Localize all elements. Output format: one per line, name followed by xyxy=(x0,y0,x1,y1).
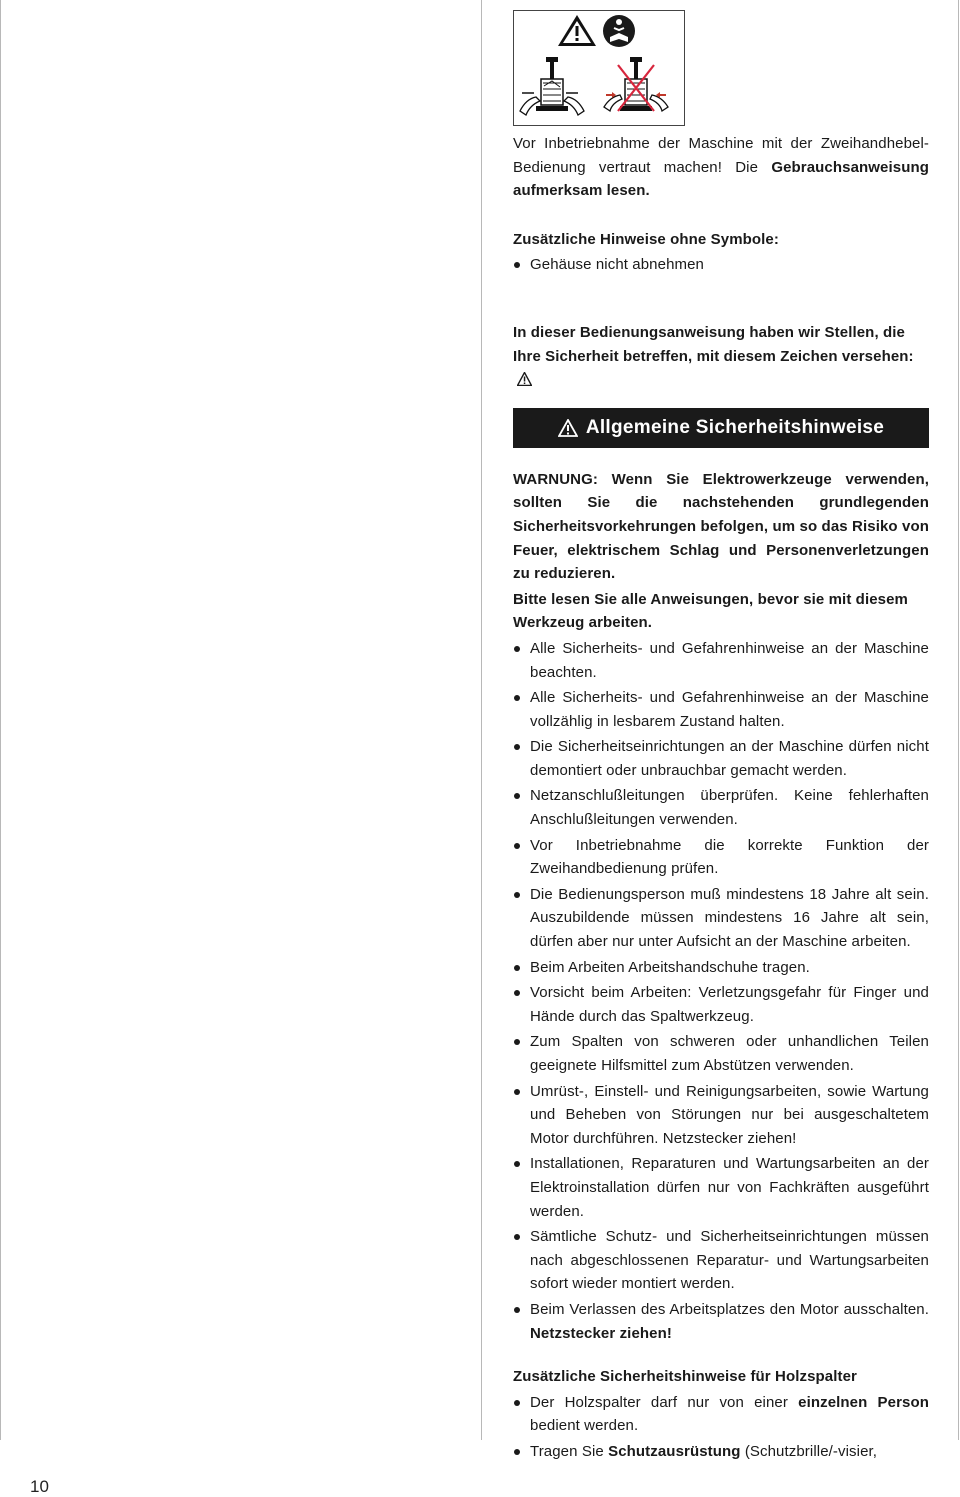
list-item: Alle Sicherheits- und Gefahrenhinweise an der Maschine beachten. xyxy=(513,637,929,684)
safety-symbols-illustration xyxy=(514,11,684,125)
list-item: Beim Arbeiten Arbeitshandschuhe tragen. xyxy=(513,956,929,980)
read-manual-icon xyxy=(603,15,635,47)
list-item-bold-text: Schutzausrüstung xyxy=(608,1442,741,1460)
list-item: Installationen, Reparaturen und Wartungsarbeiten an der Elektroinstallation dürfen nur von Fachkräften ausgeführt werden. xyxy=(513,1152,929,1223)
list-item-bold-text: einzelnen Person xyxy=(798,1393,929,1411)
intro-bold-text: Gebrauchsanweisung aufmerksam lesen. xyxy=(513,158,929,200)
list-item xyxy=(513,1298,929,1345)
holz-list xyxy=(513,1391,929,1464)
intro-text: Vor Inbetriebnahme der Maschine mit der Zweihandhebel-Bedienung vertraut machen! Die xyxy=(513,135,929,176)
list-item-text: Beim Verlassen des Arbeitsplatzes den Motor ausschalten. xyxy=(530,1300,929,1318)
warning-paragraph: WARNUNG: Wenn Sie Elektrowerkzeuge verwenden, sollten Sie die nachstehenden grundlegenden Sicherheitsvorkehrungen befolgen, um so das Risiko von Feuer, elektrischem Schlag und Personenverletzungen zu reduzieren. xyxy=(513,470,929,583)
list-item xyxy=(513,1440,929,1464)
page-right-rule xyxy=(958,0,959,1440)
extra-notes-heading: Zusätzliche Hinweise ohne Symbole: xyxy=(513,230,779,248)
list-item: Gehäuse nicht abnehmen xyxy=(513,253,929,277)
list-item-bold-text: Netzstecker ziehen! xyxy=(530,1324,672,1342)
safety-symbols-panel xyxy=(513,10,685,126)
list-item: Alle Sicherheits- und Gefahrenhinweise an der Maschine vollzählig in lesbarem Zustand halten. xyxy=(513,686,929,733)
intro-paragraph xyxy=(513,132,929,203)
safety-list xyxy=(513,637,929,1345)
two-hand-operation-icon xyxy=(520,57,584,115)
warning-triangle-icon xyxy=(517,370,532,394)
extra-notes-list xyxy=(513,253,929,277)
section-title-bar xyxy=(513,408,929,448)
holz-heading: Zusätzliche Sicherheitshinweise für Holzspalter xyxy=(513,1368,857,1386)
right-column xyxy=(513,0,929,1466)
list-item xyxy=(513,1391,929,1438)
page-left-rule xyxy=(0,0,1,1440)
list-item-text: bedient werden. xyxy=(530,1417,639,1435)
list-item: Vorsicht beim Arbeiten: Verletzungsgefahr für Finger und Hände durch das Spaltwerkzeug. xyxy=(513,981,929,1028)
sign-note-paragraph xyxy=(513,321,929,394)
list-item: Sämtliche Schutz- und Sicherheitseinrichtungen müssen nach abgeschlossenen Reparatur- und Wartungsarbeiten sofort wieder montiert werden. xyxy=(513,1225,929,1296)
warning-triangle-icon xyxy=(558,419,578,437)
sign-note-text: In dieser Bedienungsanweisung haben wir Stellen, die Ihre Sicherheit betreffen, mit diesem Zeichen versehen: xyxy=(513,323,914,365)
one-hand-prohibited-icon xyxy=(604,57,668,111)
list-item: Die Sicherheitseinrichtungen an der Maschine dürfen nicht demontiert oder unbrauchbar gemacht werden. xyxy=(513,735,929,782)
list-item-text: Der Holzspalter darf nur von einer xyxy=(530,1393,799,1411)
list-item: Zum Spalten von schweren oder unhandlichen Teilen geeignete Hilfsmittel zum Abstützen verwenden. xyxy=(513,1030,929,1077)
list-item: Vor Inbetriebnahme die korrekte Funktion der Zweihandbedienung prüfen. xyxy=(513,834,929,881)
list-item: Netzanschlußleitungen überprüfen. Keine fehlerhaften Anschlußleitungen verwenden. xyxy=(513,784,929,831)
page-number: 10 xyxy=(30,1477,49,1496)
list-item-text: Tragen Sie xyxy=(530,1442,609,1460)
list-item: Die Bedienungsperson muß mindestens 18 Jahre alt sein. Auszubildende müssen mindestens 16 Jahre alt sein, dürfen aber nur unter Aufsicht an der Maschine arbeiten. xyxy=(513,883,929,954)
list-item: Umrüst-, Einstell- und Reinigungsarbeiten, sowie Wartung und Beheben von Störungen nur bei ausgeschaltetem Motor durchführen. Netzstecker ziehen! xyxy=(513,1080,929,1151)
section-title: Allgemeine Sicherheitshinweise xyxy=(585,416,885,438)
column-divider xyxy=(481,0,482,1440)
read-all-instruction: Bitte lesen Sie alle Anweisungen, bevor sie mit diesem Werkzeug arbeiten. xyxy=(513,590,908,632)
warning-triangle-icon xyxy=(558,15,596,46)
list-item-text: (Schutzbrille/-visier, xyxy=(740,1442,878,1460)
